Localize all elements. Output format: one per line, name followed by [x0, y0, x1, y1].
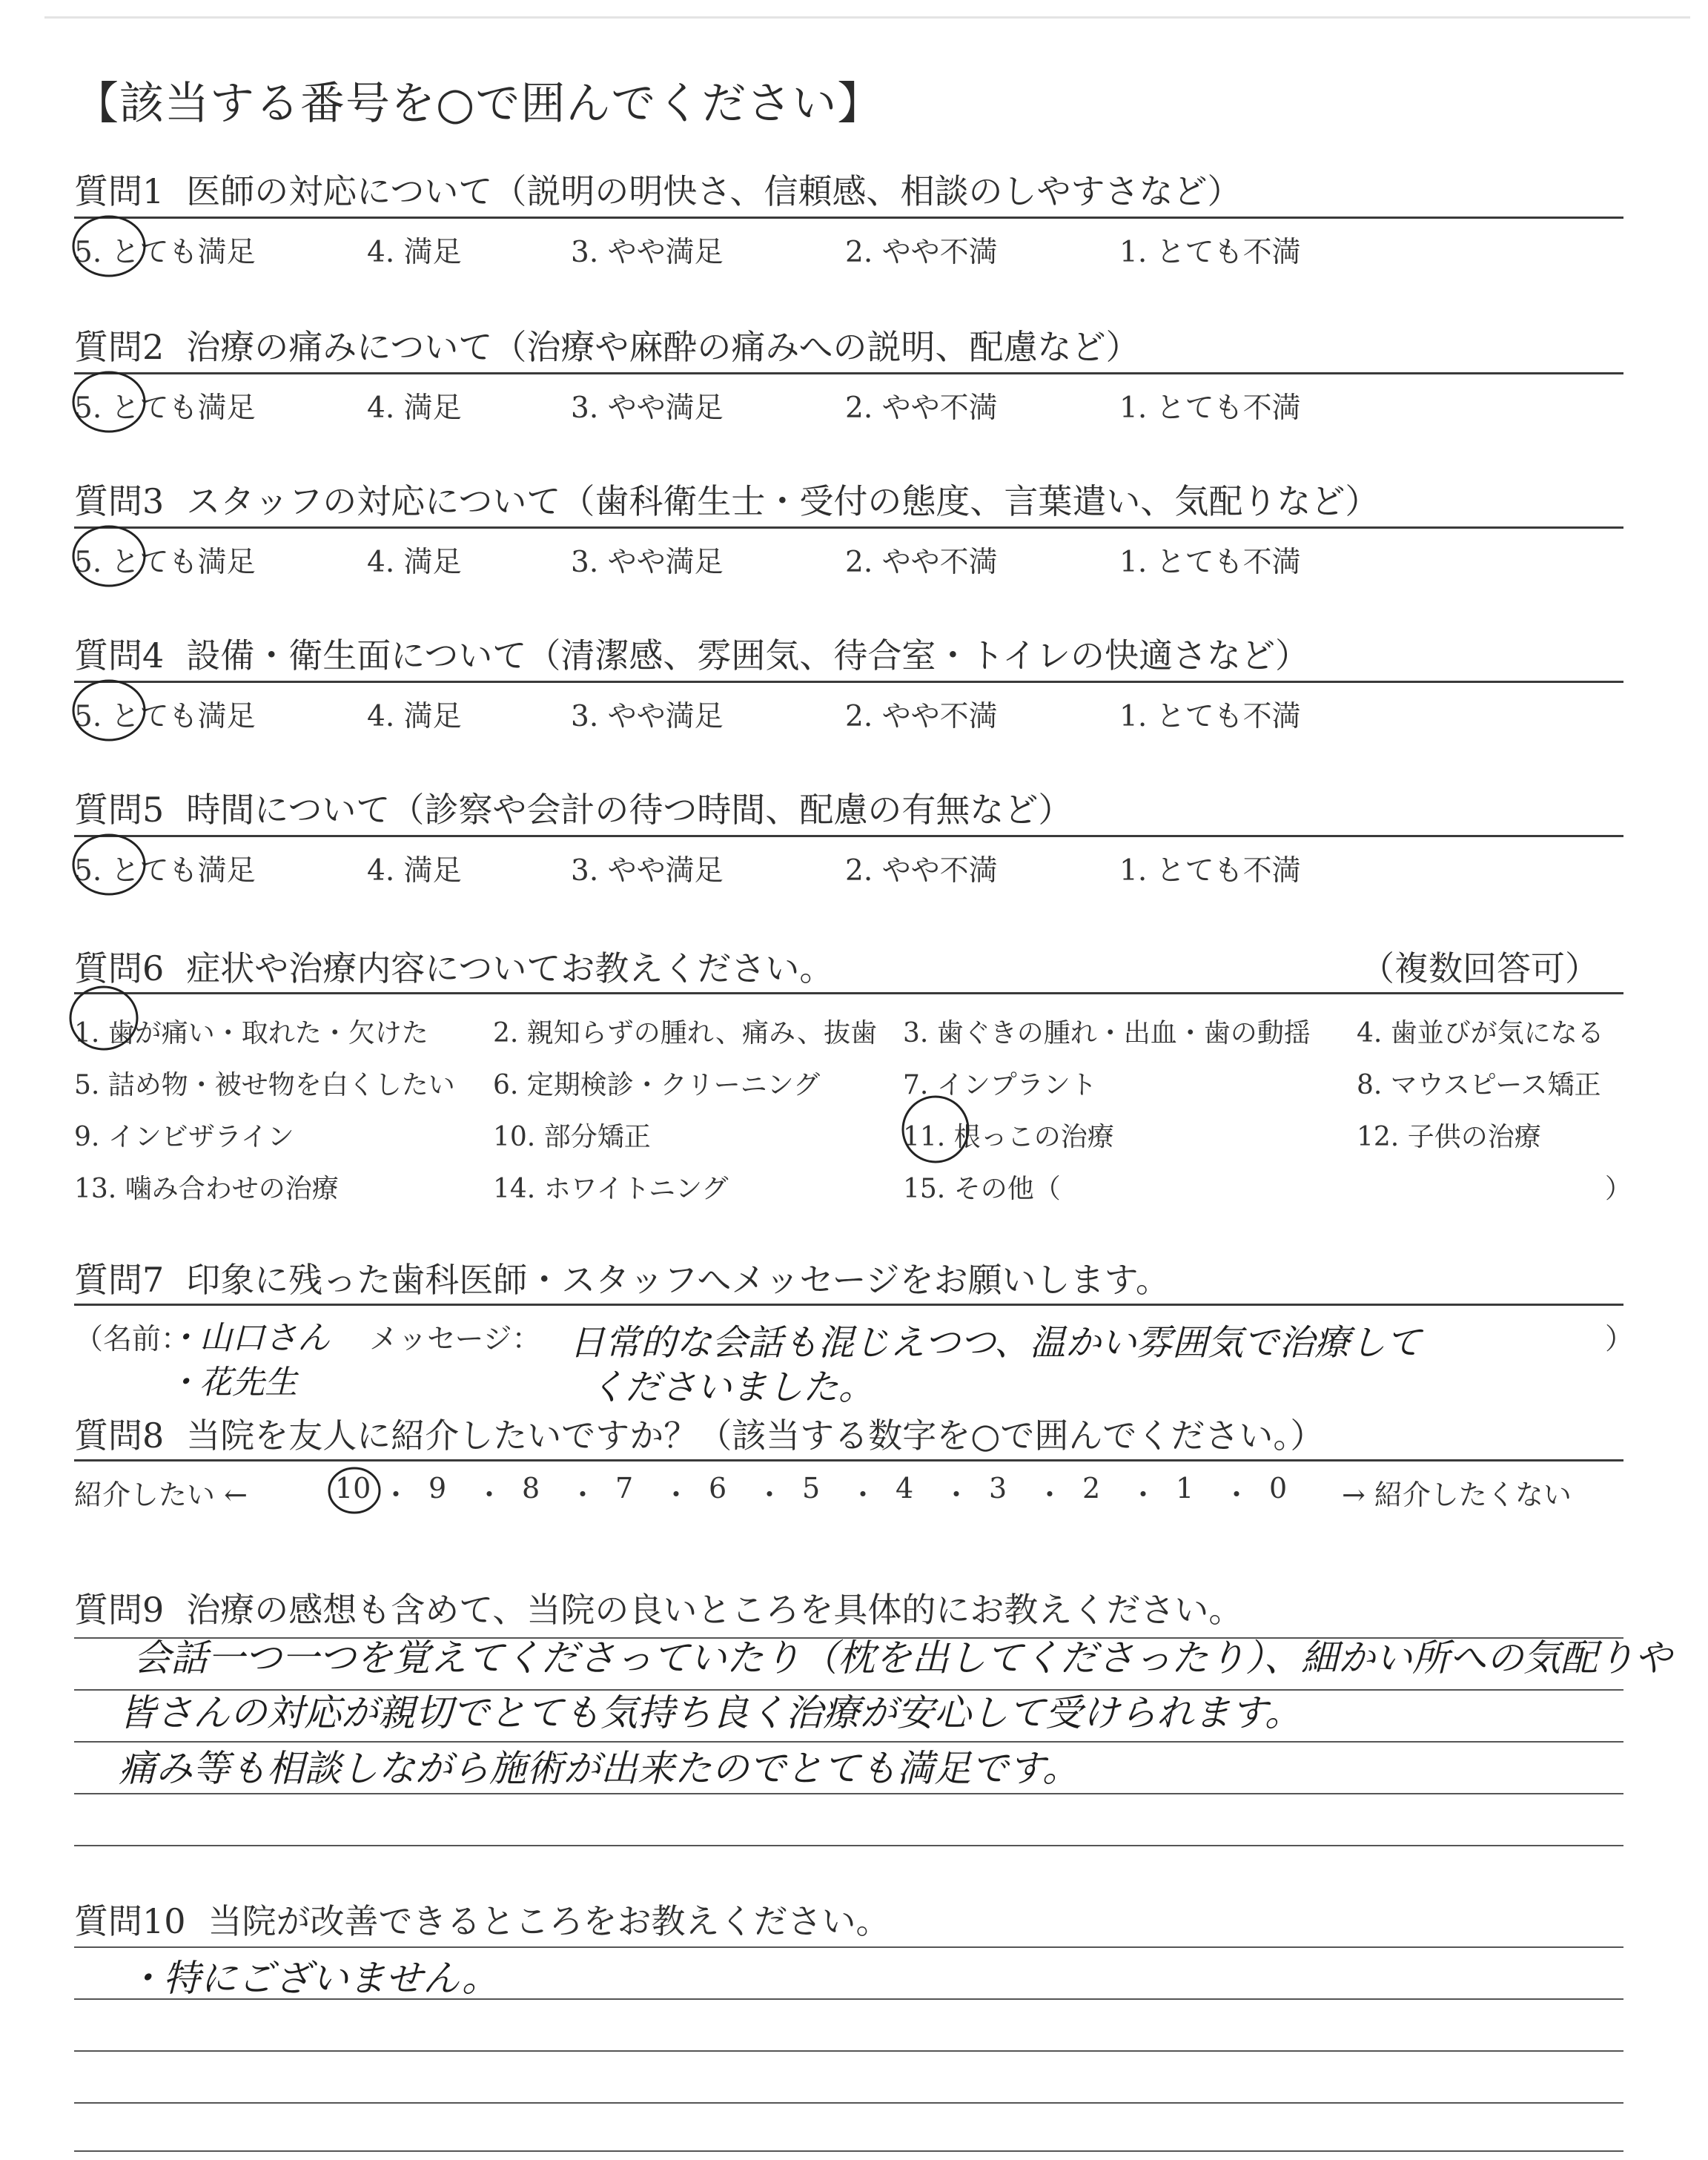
q8-scale-value[interactable]: 2	[1082, 1472, 1101, 1505]
q5-selection-circle	[68, 820, 157, 902]
q5-option[interactable]: 2. やや不満	[845, 854, 998, 888]
q6-item[interactable]: 5. 詰め物・被せ物を白くしたい	[74, 1070, 455, 1100]
q5-rule	[74, 835, 1623, 837]
q8-text: 当院を友人に紹介したいですか？（該当する数字を○で囲んでください。）	[186, 1416, 1325, 1456]
q2-option[interactable]: 4. 満足	[367, 392, 462, 425]
q8-right-label: → 紹介したくない	[1342, 1479, 1572, 1511]
q9-answer-line-3: 痛み等も相談しながら施術が出来たのでとても満足です。	[119, 1747, 1079, 1790]
q8-scale-value[interactable]: 3	[989, 1472, 1007, 1505]
q8-scale-separator: ・	[475, 1479, 504, 1511]
q7-close: ）	[1605, 1323, 1635, 1356]
q2-option[interactable]: 5. とても満足	[74, 392, 256, 425]
q2-rule	[74, 372, 1623, 374]
q4-option[interactable]: 1. とても不満	[1119, 700, 1301, 733]
q9-title	[74, 1583, 1242, 1632]
q6-item[interactable]: 13. 噛み合わせの治療	[74, 1174, 339, 1204]
q7-message-line-2: くださいました。	[589, 1367, 875, 1408]
q4-number: 質問4	[74, 635, 165, 676]
q4-rule	[74, 681, 1623, 683]
q9-answer-line-2: 皆さんの対応が親切でとても気持ち良く治療が安心して受けられます。	[119, 1691, 1302, 1734]
q8-scale-value[interactable]: 10	[335, 1472, 371, 1505]
q4-option[interactable]: 5. とても満足	[74, 700, 256, 733]
q6-item[interactable]: 11. 根っこの治療	[903, 1122, 1114, 1152]
q10-line-4	[74, 2102, 1623, 2104]
q6-item[interactable]: 1. 歯が痛い・取れた・欠けた	[74, 1018, 428, 1048]
q5-text: 時間について（診察や会計の待つ時間、配慮の有無など）	[186, 790, 1073, 830]
q8-rule	[74, 1459, 1623, 1462]
q8-scale-separator: ・	[1129, 1479, 1158, 1511]
q1-title	[74, 165, 1242, 214]
q7-name-2: ・花先生	[167, 1364, 297, 1401]
q10-title	[74, 1895, 890, 1943]
q8-number: 質問8	[74, 1416, 165, 1456]
q7-name-label: （名前：	[74, 1323, 191, 1356]
q1-option[interactable]: 3. やや満足	[571, 236, 724, 269]
q4-selection-circle	[68, 666, 157, 747]
q6-item[interactable]: 2. 親知らずの腫れ、痛み、抜歯	[493, 1018, 878, 1048]
q6-item[interactable]: 15. その他（	[903, 1174, 1061, 1204]
q7-message-line-1: 日常的な会話も混じえつつ、温かい雰囲気で治療して	[569, 1322, 1422, 1364]
q6-note: （複数回答可）	[1360, 948, 1599, 988]
q3-option[interactable]: 2. やや不満	[845, 546, 998, 579]
q6-item[interactable]: 6. 定期検診・クリーニング	[493, 1070, 821, 1100]
q10-answer-line-1: ・特にございません。	[126, 1957, 499, 2000]
q4-text: 設備・衛生面について（清潔感、雰囲気、待合室・トイレの快適さなど）	[186, 635, 1310, 676]
q10-line-3	[74, 2050, 1623, 2052]
page-header: 【該当する番号を○で囲んでください】	[74, 78, 883, 130]
q2-selection-circle	[68, 357, 157, 439]
q8-scale-separator: ・	[849, 1479, 878, 1511]
q9-text: 治療の感想も含めて、当院の良いところを具体的にお教えください。	[186, 1590, 1243, 1630]
q9-answer-line-1: 会話一つ一つを覚えてくださっていたり（枕を出してくださったり）、細かい所への気配りや	[133, 1636, 1672, 1680]
q6-item: ）	[1605, 1174, 1632, 1204]
q1-option[interactable]: 4. 満足	[367, 236, 462, 269]
q10-line-1	[74, 1946, 1623, 1948]
q8-scale-separator: ・	[382, 1479, 411, 1511]
q5-option[interactable]: 5. とても満足	[74, 854, 256, 888]
q6-item[interactable]: 14. ホワイトニング	[493, 1174, 729, 1204]
q8-scale-value[interactable]: 4	[896, 1472, 914, 1505]
q6-item[interactable]: 7. インプラント	[903, 1070, 1097, 1100]
q1-rule	[74, 217, 1623, 219]
q8-scale-value[interactable]: 9	[428, 1472, 447, 1505]
q3-option[interactable]: 3. やや満足	[571, 546, 724, 579]
q6-number: 質問6	[74, 948, 165, 988]
q2-title	[74, 320, 1139, 369]
q8-scale-separator: ・	[569, 1479, 598, 1511]
q9-line-5	[74, 1845, 1623, 1846]
q8-scale-value[interactable]: 7	[615, 1472, 634, 1505]
q8-selection-circle	[326, 1459, 385, 1519]
q1-option[interactable]: 1. とても不満	[1119, 236, 1301, 269]
q8-left-label: 紹介したい ←	[74, 1479, 248, 1511]
q5-option[interactable]: 4. 満足	[367, 854, 462, 888]
q2-number: 質問2	[74, 327, 165, 367]
q6-selection-circle-1	[65, 977, 147, 1059]
q2-text: 治療の痛みについて（治療や麻酔の痛みへの説明、配慮など）	[186, 327, 1140, 367]
q6-title	[74, 942, 833, 991]
q7-name-1: ・山口さん	[167, 1319, 330, 1357]
q8-scale-separator: ・	[755, 1479, 784, 1511]
q3-option[interactable]: 4. 満足	[367, 546, 462, 579]
q7-number: 質問7	[74, 1260, 165, 1300]
top-border	[44, 16, 1690, 19]
q8-scale-value[interactable]: 5	[802, 1472, 821, 1505]
q10-number: 質問10	[74, 1901, 186, 1941]
q6-item[interactable]: 3. 歯ぐきの腫れ・出血・歯の動揺	[903, 1018, 1311, 1048]
q10-line-5	[74, 2150, 1623, 2152]
q5-option[interactable]: 3. やや満足	[571, 854, 724, 888]
q8-scale-separator: ・	[942, 1479, 971, 1511]
q9-number: 質問9	[74, 1590, 165, 1630]
q1-option[interactable]: 5. とても満足	[74, 236, 256, 269]
q1-number: 質問1	[74, 171, 165, 211]
q5-number: 質問5	[74, 790, 165, 830]
q8-scale-value[interactable]: 0	[1269, 1472, 1288, 1505]
q4-option[interactable]: 4. 満足	[367, 700, 462, 733]
q7-rule	[74, 1304, 1623, 1306]
q3-selection-circle	[68, 512, 157, 593]
q1-option[interactable]: 2. やや不満	[845, 236, 998, 269]
q6-item[interactable]: 8. マウスピース矯正	[1357, 1070, 1601, 1100]
q8-title	[74, 1409, 1324, 1458]
q9-line-4	[74, 1793, 1623, 1794]
q6-item[interactable]: 10. 部分矯正	[493, 1122, 651, 1152]
q4-option[interactable]: 2. やや不満	[845, 700, 998, 733]
q6-text: 症状や治療内容についてお教えください。	[186, 948, 834, 988]
q8-scale-separator: ・	[662, 1479, 691, 1511]
q3-text: スタッフの対応について（歯科衛生士・受付の態度、言葉遣い、気配りなど）	[186, 481, 1380, 521]
q4-option[interactable]: 3. やや満足	[571, 700, 724, 733]
q2-option[interactable]: 1. とても不満	[1119, 392, 1301, 425]
q2-option[interactable]: 3. やや満足	[571, 392, 724, 425]
q6-rule	[74, 992, 1623, 994]
q2-option[interactable]: 2. やや不満	[845, 392, 998, 425]
q6-item[interactable]: 4. 歯並びが気になる	[1357, 1018, 1604, 1048]
q6-item[interactable]: 12. 子供の治療	[1357, 1122, 1541, 1152]
q3-option[interactable]: 5. とても満足	[74, 546, 256, 579]
q1-selection-circle	[68, 202, 157, 283]
q3-number: 質問3	[74, 481, 165, 521]
q5-title	[74, 783, 1072, 832]
q6-item[interactable]: 9. インビザライン	[74, 1122, 294, 1152]
q7-message-label: メッセージ：	[369, 1323, 541, 1356]
q3-option[interactable]: 1. とても不満	[1119, 546, 1301, 579]
q8-scale-value[interactable]: 6	[709, 1472, 727, 1505]
q10-text: 当院が改善できるところをお教えください。	[208, 1901, 890, 1941]
q5-option[interactable]: 1. とても不満	[1119, 854, 1301, 888]
q3-rule	[74, 526, 1623, 529]
q3-title	[74, 475, 1379, 524]
q8-scale-separator: ・	[1036, 1479, 1065, 1511]
q8-scale-separator: ・	[1222, 1479, 1251, 1511]
q7-title	[74, 1253, 1170, 1302]
q8-scale-value[interactable]: 1	[1176, 1472, 1194, 1505]
q4-title	[74, 629, 1309, 678]
q7-text: 印象に残った歯科医師・スタッフへメッセージをお願いします。	[186, 1260, 1170, 1300]
q1-text: 医師の対応について（説明の明快さ、信頼感、相談のしやすさなど）	[186, 171, 1242, 211]
q8-scale-value[interactable]: 8	[522, 1472, 540, 1505]
q6-selection-circle-11	[898, 1089, 980, 1170]
